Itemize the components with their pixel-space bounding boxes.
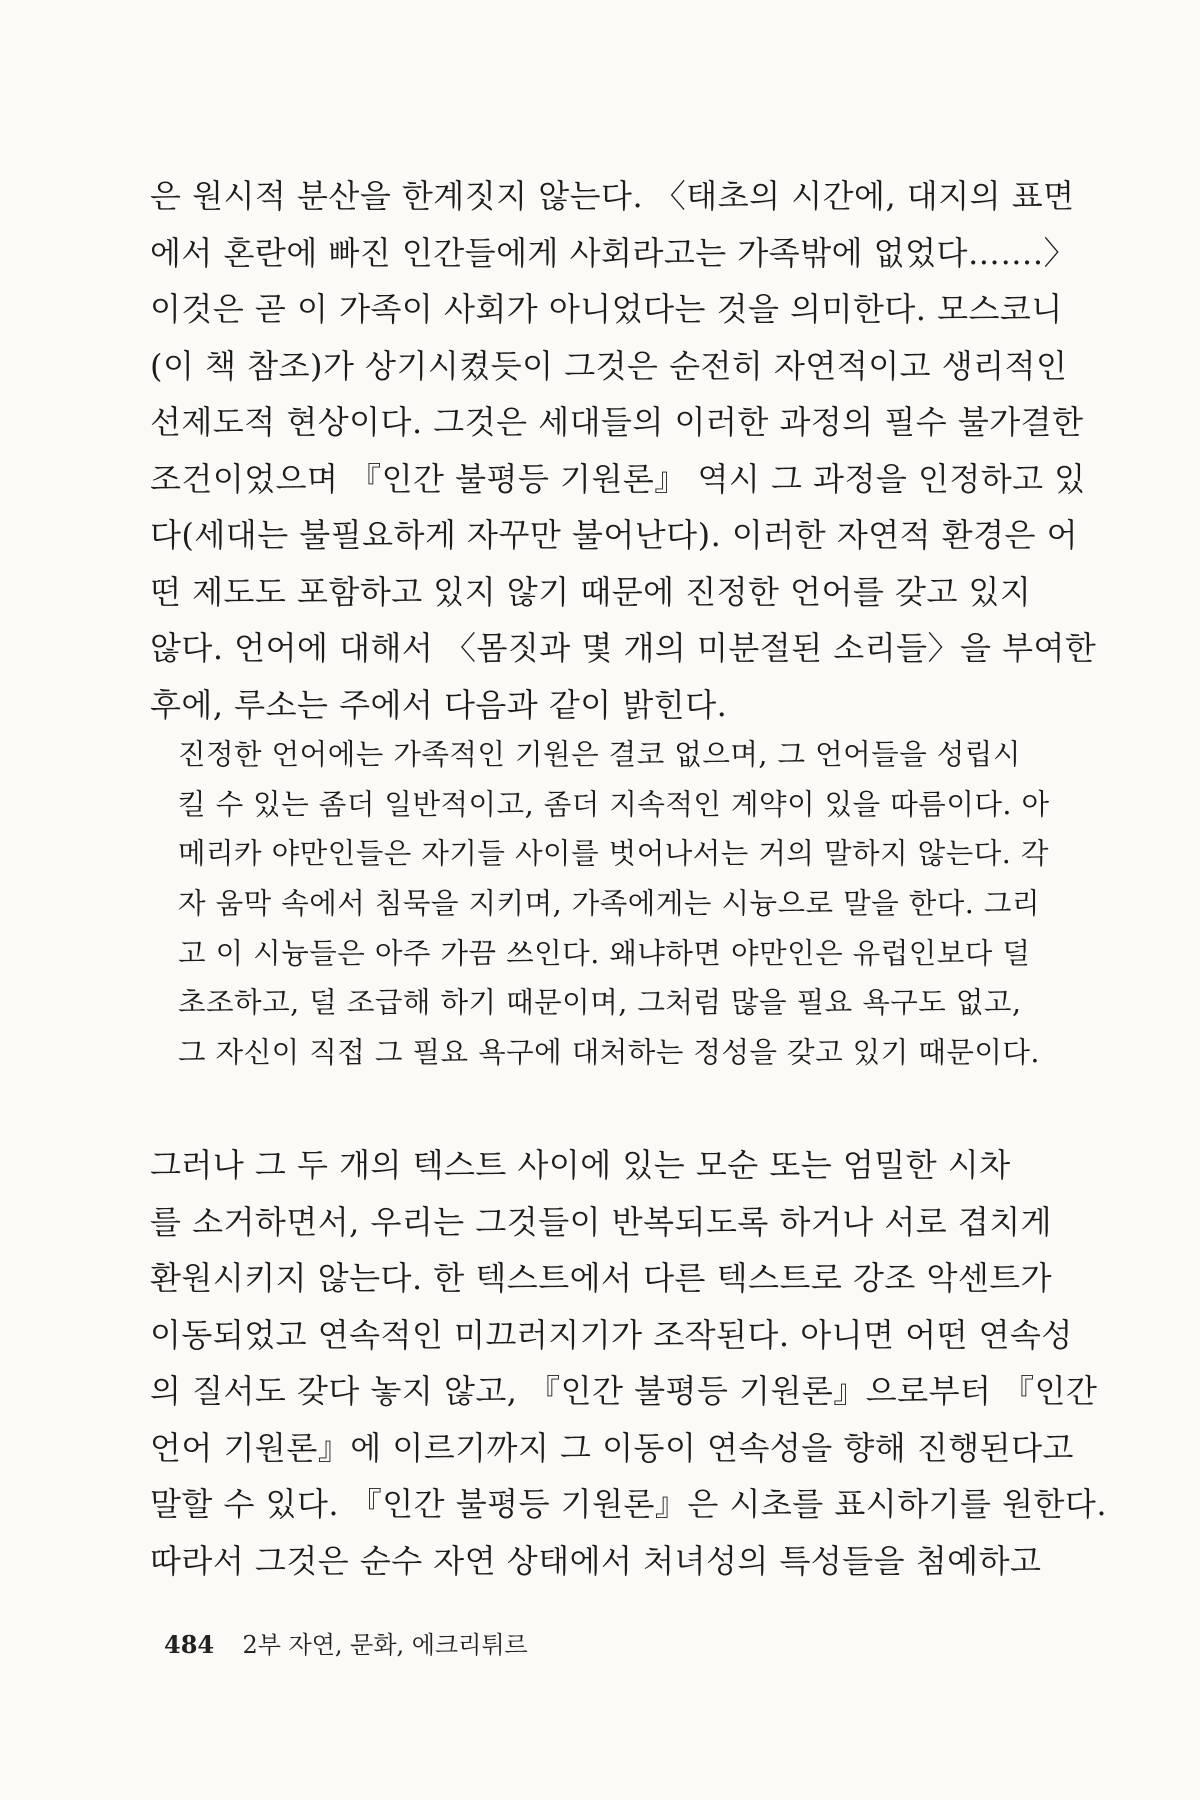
quote-line: 진정한 언어에는 가족적인 기원은 결코 없으며, 그 언어들을 성립시	[178, 738, 1021, 771]
text-line: 를 소거하면서, 우리는 그것들이 반복되도록 하거나 서로 겹치게	[150, 1202, 1053, 1241]
text-line: 선제도적 현상이다. 그것은 세대들의 이러한 과정의 필수 불가결한	[150, 403, 1084, 441]
text-line: 않다. 언어에 대해서 〈몸짓과 몇 개의 미분절된 소리들〉을 부여한	[150, 629, 1097, 667]
running-head: 2부 자연, 문화, 에크리튀르	[242, 1631, 528, 1659]
text-line: 은 원시적 분산을 한계짓지 않는다. 〈태초의 시간에, 대지의 표면	[150, 177, 1075, 215]
block-quote	[178, 730, 1050, 1078]
text-line: 따라서 그것은 순수 자연 상태에서 처녀성의 특성들을 첨예하고	[150, 1541, 1042, 1580]
body-paragraph-2	[150, 1137, 1108, 1589]
text-line: 다(세대는 불필요하게 자꾸만 불어난다). 이러한 자연적 환경은 어	[150, 516, 1079, 554]
quote-line: 고 이 시늉들은 아주 가끔 쓰인다. 왜냐하면 야만인은 유럽인보다 덜	[178, 936, 1031, 970]
text-line: (이 책 참조)가 상기시켰듯이 그것은 순전히 자연적이고 생리적인	[150, 346, 1068, 385]
text-line: 이것은 곧 이 가족이 사회가 아니었다는 것을 의미한다. 모스코니	[150, 290, 1063, 328]
text-line: 언어 기원론』에 이르기까지 그 이동이 연속성을 향해 진행된다고	[150, 1428, 1074, 1467]
text-line: 이동되었고 연속적인 미끄러지기가 조작된다. 아니면 어떤 연속성	[150, 1315, 1073, 1354]
quote-line: 메리카 야만인들은 자기들 사이를 벗어나서는 거의 말하지 않는다. 각	[178, 837, 1049, 871]
quote-line: 그 자신이 직접 그 필요 욕구에 대처하는 정성을 갖고 있기 때문이다.	[178, 1036, 1040, 1070]
quote-line: 킬 수 있는 좀더 일반적이고, 좀더 지속적인 계약이 있을 따름이다. 아	[178, 787, 1050, 821]
page-number: 484	[164, 1630, 215, 1659]
text-line: 환원시키지 않는다. 한 텍스트에서 다른 텍스트로 강조 악센트가	[150, 1259, 1053, 1297]
quote-line: 자 움막 속에서 침묵을 지키며, 가족에게는 시늉으로 말을 한다. 그리	[178, 887, 1040, 921]
text-line: 의 질서도 갖다 놓지 않고, 『인간 불평등 기원론』으로부터 『인간	[150, 1372, 1098, 1410]
text-line: 그러나 그 두 개의 텍스트 사이에 있는 모순 또는 엄밀한 시차	[150, 1146, 1011, 1184]
page-footer	[164, 1625, 528, 1660]
text-line: 떤 제도도 포함하고 있지 않기 때문에 진정한 언어를 갖고 있지	[150, 572, 1032, 611]
text-line: 에서 혼란에 빠진 인간들에게 사회라고는 가족밖에 없었다…….〉	[150, 233, 1077, 272]
body-paragraph-1	[150, 168, 1097, 733]
text-line: 말할 수 있다. 『인간 불평등 기원론』은 시초를 표시하기를 원한다.	[150, 1485, 1108, 1523]
text-line: 조건이었으며 『인간 불평등 기원론』 역시 그 과정을 인정하고 있	[150, 459, 1086, 498]
quote-line: 초조하고, 덜 조급해 하기 때문이며, 그처럼 많을 필요 욕구도 없고,	[178, 986, 1022, 1020]
text-line-last: 후에, 루소는 주에서 다음과 같이 밝힌다.	[150, 685, 728, 724]
